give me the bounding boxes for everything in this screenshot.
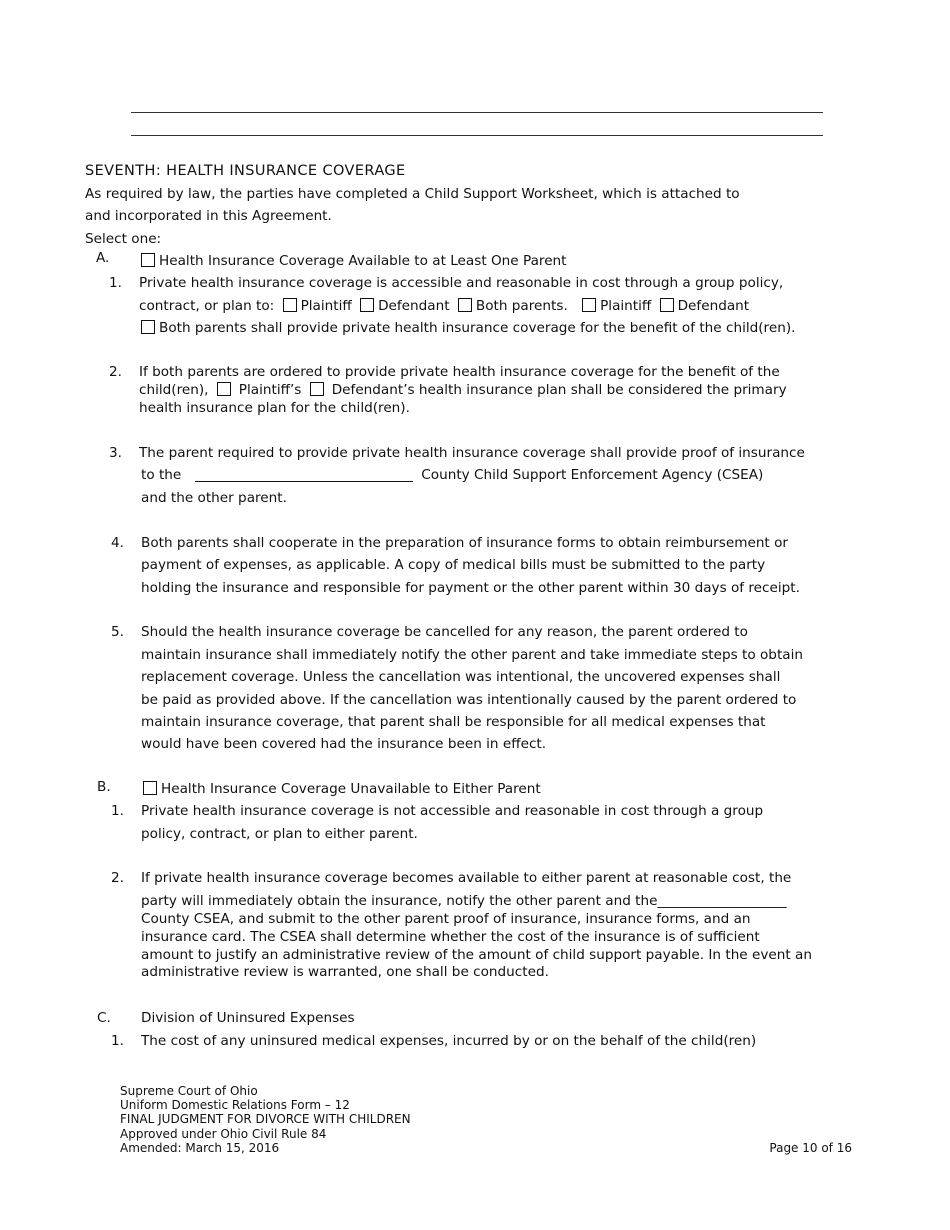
a1-plaintiff2-label: Plaintiff: [600, 298, 652, 314]
county-blank-field[interactable]: [195, 467, 413, 482]
section-b-option[interactable]: [143, 780, 541, 798]
a1-defendant2-label: Defendant: [677, 298, 750, 314]
b2-number: 2.: [111, 870, 124, 886]
section-heading: SEVENTH: HEALTH INSURANCE COVERAGE: [85, 163, 406, 179]
a3-line-1: The parent required to provide private health insurance coverage shall provide proof of insurance: [139, 445, 805, 461]
a5-line-1: Should the health insurance coverage be cancelled for any reason, the parent ordered to: [141, 624, 748, 640]
section-a-checkbox[interactable]: [141, 253, 155, 267]
a1-number: 1.: [109, 275, 122, 291]
intro-line-2: and incorporated in this Agreement.: [85, 208, 332, 224]
section-b-checkbox[interactable]: [143, 781, 157, 795]
section-c-title: Division of Uninsured Expenses: [141, 1010, 355, 1026]
a1-line-1: Private health insurance coverage is accessible and reasonable in cost through a group policy,: [139, 275, 784, 291]
b1-line-1: Private health insurance coverage is not accessible and reasonable in cost through a group: [141, 803, 764, 819]
a1-line-2-prefix: contract, or plan to:: [139, 298, 275, 314]
a2-defendant-checkbox[interactable]: [310, 382, 324, 396]
section-c-letter: C.: [97, 1010, 111, 1026]
a2-line-1: If both parents are ordered to provide private health insurance coverage for the benefit of the: [139, 364, 780, 380]
a2-plaintiff-label: Plaintiff’s: [238, 382, 302, 398]
c1-number: 1.: [111, 1033, 124, 1049]
a4-line-3: holding the insurance and responsible for payment or the other parent within 30 days of receipt.: [141, 580, 800, 596]
b2-line-5: amount to justify an administrative review of the amount of child support payable. In the event an: [141, 947, 812, 963]
a1-defendant-label: Defendant: [378, 298, 450, 314]
a5-line-4: be paid as provided above. If the cancellation was intentionally caused by the parent ordered to: [141, 692, 797, 708]
page-number: Page 10 of 16: [769, 1141, 852, 1155]
a5-line-5: maintain insurance coverage, that parent shall be responsible for all medical expenses that: [141, 714, 766, 730]
a1-line-3-text: Both parents shall provide private health insurance coverage for the benefit of the child(ren).: [159, 320, 796, 336]
footer-line-4: Approved under Ohio Civil Rule 84: [120, 1127, 327, 1141]
b2-line-2: party will immediately obtain the insurance, notify the other parent and the___________________: [141, 893, 787, 909]
a2-line-2-suffix: Defendant’s health insurance plan shall be considered the primary: [331, 382, 787, 398]
a3-line-2-suffix: County Child Support Enforcement Agency (CSEA): [421, 467, 764, 483]
footer-line-1: Supreme Court of Ohio: [120, 1084, 258, 1098]
a3-line-2: [141, 466, 763, 484]
a1-line-2: [139, 297, 749, 315]
select-one-label: Select one:: [85, 231, 162, 247]
a1-defendant2-checkbox[interactable]: [660, 298, 674, 312]
c1-line-1: The cost of any uninsured medical expenses, incurred by or on the behalf of the child(ren): [141, 1033, 757, 1049]
a3-line-2-prefix: to the: [141, 467, 182, 483]
a2-plaintiff-checkbox[interactable]: [217, 382, 231, 396]
a1-plaintiff2-checkbox[interactable]: [582, 298, 596, 312]
a3-line-3: and the other parent.: [141, 490, 287, 506]
a5-number: 5.: [111, 624, 124, 640]
a1-both-checkbox[interactable]: [458, 298, 472, 312]
a4-number: 4.: [111, 535, 124, 551]
a2-line-3: health insurance plan for the child(ren).: [139, 400, 410, 416]
a4-line-1: Both parents shall cooperate in the preparation of insurance forms to obtain reimbursement or: [141, 535, 788, 551]
a2-line-2-prefix: child(ren),: [139, 382, 209, 398]
a2-number: 2.: [109, 364, 122, 380]
section-a-option[interactable]: [141, 252, 567, 270]
section-b-letter: B.: [97, 779, 111, 795]
footer-line-3: FINAL JUDGMENT FOR DIVORCE WITH CHILDREN: [120, 1112, 411, 1126]
footer-line-2: Uniform Domestic Relations Form – 12: [120, 1098, 350, 1112]
b2-line-6: administrative review is warranted, one shall be conducted.: [141, 964, 549, 980]
a2-line-2: [139, 381, 787, 399]
a5-line-6: would have been covered had the insurance been in effect.: [141, 736, 547, 752]
section-a-title: Health Insurance Coverage Available to at Least One Parent: [159, 253, 567, 269]
b2-line-3: County CSEA, and submit to the other parent proof of insurance, insurance forms, and an: [141, 911, 751, 927]
a4-line-2: payment of expenses, as applicable. A copy of medical bills must be submitted to the party: [141, 557, 766, 573]
section-b-title: Health Insurance Coverage Unavailable to Either Parent: [161, 781, 541, 797]
a1-plaintiff-label: Plaintiff: [300, 298, 352, 314]
a1-both-label: Both parents.: [475, 298, 568, 314]
b2-line-1: If private health insurance coverage becomes available to either parent at reasonable cost, the: [141, 870, 792, 886]
b2-line-4: insurance card. The CSEA shall determine whether the cost of the insurance is of sufficient: [141, 929, 760, 945]
a3-number: 3.: [109, 445, 122, 461]
b1-number: 1.: [111, 803, 124, 819]
footer-line-5: Amended: March 15, 2016: [120, 1141, 280, 1155]
intro-line-1: As required by law, the parties have completed a Child Support Worksheet, which is attached to: [85, 186, 740, 202]
a1-line-3: [141, 319, 795, 337]
a1-defendant-checkbox[interactable]: [360, 298, 374, 312]
a5-line-3: replacement coverage. Unless the cancellation was intentional, the uncovered expenses shall: [141, 669, 781, 685]
a1-both-provide-checkbox[interactable]: [141, 320, 155, 334]
top-rule-2: [131, 135, 823, 136]
a5-line-2: maintain insurance shall immediately notify the other parent and take immediate steps to obtain: [141, 647, 803, 663]
a1-plaintiff-checkbox[interactable]: [283, 298, 297, 312]
top-rule-1: [131, 112, 823, 113]
b1-line-2: policy, contract, or plan to either parent.: [141, 826, 418, 842]
section-a-letter: A.: [96, 250, 110, 266]
